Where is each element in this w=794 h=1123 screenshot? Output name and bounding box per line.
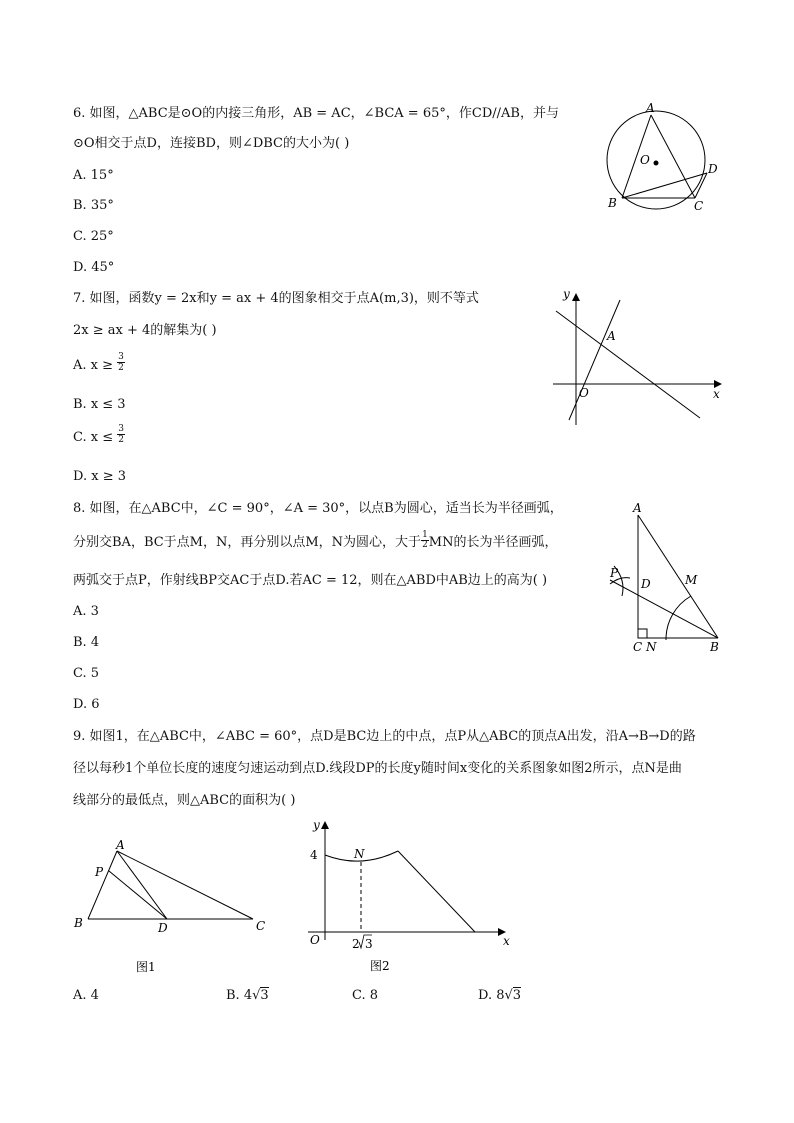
q8-label-a: A bbox=[633, 501, 642, 515]
q9-fig2-tick-rad: 3 bbox=[365, 937, 373, 951]
q9-fig1-label-p: P bbox=[95, 865, 104, 879]
q9-option-d-radicand: 3 bbox=[512, 988, 522, 1003]
q6-label-o: O bbox=[640, 153, 650, 167]
q7-line1: 7. 如图，函数y = 2x和y = ax + 4的图象相交于点A(m,3)，则不等式 bbox=[73, 291, 479, 306]
q8-ray-bp bbox=[610, 580, 718, 638]
q7-line2: 2x ≥ ax + 4的解集为( ) bbox=[73, 323, 217, 338]
q8-line3: 两弧交于点P，作射线BP交AC于点D.若AC = 12，则在△ABD中AB边上的高为( ) bbox=[73, 573, 548, 588]
q9-line3: 线部分的最低点，则△ABC的面积为( ) bbox=[73, 793, 296, 808]
q9-segment-ac bbox=[117, 851, 253, 919]
q7-option-a-fraction bbox=[117, 352, 125, 373]
q8-option-a[interactable]: A. 3 bbox=[73, 604, 99, 619]
q6-option-d[interactable]: D. 45° bbox=[73, 260, 115, 275]
q7-label-a: A bbox=[607, 329, 616, 343]
q6-circle bbox=[607, 111, 705, 209]
q9-option-d[interactable] bbox=[478, 988, 521, 1004]
q8-line1: 8. 如图，在△ABC中，∠C = 90°，∠A = 30°，以点B为圆心，适当长为半径画弧， bbox=[73, 501, 563, 516]
q8-label-b: B bbox=[710, 640, 719, 654]
q6-option-a[interactable]: A. 15° bbox=[73, 168, 114, 183]
q8-triangle-figure bbox=[600, 498, 730, 658]
q9-fig2-y-arrow bbox=[321, 821, 329, 829]
q8-label-p: P bbox=[610, 566, 619, 580]
q9-segment-ad bbox=[117, 851, 167, 919]
q9-figure-1 bbox=[70, 838, 280, 978]
q8-line2-fraction-den: 2 bbox=[422, 540, 428, 550]
q7-option-c-text: C. x ≤ bbox=[73, 430, 118, 445]
q6-segment-cd bbox=[695, 173, 707, 198]
q7-option-c[interactable] bbox=[73, 424, 125, 446]
q9-fig1-label-c: C bbox=[256, 919, 266, 933]
q8-label-n: N bbox=[646, 640, 657, 654]
q7-option-b[interactable]: B. x ≤ 3 bbox=[73, 397, 126, 412]
q9-fig1-caption: 图1 bbox=[136, 960, 156, 974]
q8-arc-mn bbox=[666, 596, 691, 640]
q9-fig2-label-x: x bbox=[503, 934, 510, 948]
q7-option-a-num: 3 bbox=[118, 352, 124, 362]
q8-line2 bbox=[73, 530, 558, 551]
q9-fig2-label-o: O bbox=[310, 933, 320, 947]
q9-option-c[interactable]: C. 8 bbox=[352, 988, 379, 1003]
q8-line2-part1: 分别交BA，BC于点M，N，再分别以点M，N为圆心，大于 bbox=[73, 535, 422, 550]
q8-option-d[interactable]: D. 6 bbox=[73, 697, 100, 712]
q9-option-a[interactable]: A. 4 bbox=[73, 988, 99, 1003]
q9-fig1-label-d: D bbox=[158, 921, 168, 935]
q8-option-c[interactable]: C. 5 bbox=[73, 666, 100, 681]
q6-circle-figure bbox=[600, 100, 730, 215]
q6-line1: 6. 如图，△ABC是⊙O的内接三角形，AB = AC，∠BCA = 65°，作CD//AB，并与 bbox=[73, 106, 559, 121]
q9-segment-ab bbox=[88, 851, 117, 919]
q7-option-a-text: A. x ≥ bbox=[73, 358, 118, 373]
q9-fig2-label-four: 4 bbox=[310, 848, 318, 862]
q6-center-dot bbox=[654, 161, 659, 166]
q9-line2: 径以每秒1个单位长度的速度匀速运动到点D.线段DP的长度y随时间x变化的关系图象如图2所示，点N是曲 bbox=[73, 761, 682, 776]
q7-label-y: y bbox=[563, 287, 570, 301]
q9-fig1-label-b: B bbox=[74, 916, 83, 930]
q9-fig2-tick-coef: 2 bbox=[352, 937, 360, 951]
q9-option-d-text: D. 8 bbox=[478, 988, 505, 1003]
q7-line-y-2x bbox=[569, 300, 620, 420]
q9-option-b-radicand: 3 bbox=[260, 988, 269, 1003]
q9-option-d-radical: √ bbox=[504, 988, 513, 1003]
q7-label-o: O bbox=[579, 386, 589, 400]
q6-label-d: D bbox=[708, 162, 718, 176]
q7-option-c-den: 2 bbox=[118, 435, 124, 445]
q8-option-b[interactable]: B. 4 bbox=[73, 635, 100, 650]
q8-label-m: M bbox=[685, 573, 698, 587]
q9-option-b-radical: √ bbox=[252, 988, 261, 1003]
q9-figure-2 bbox=[300, 815, 530, 980]
q6-label-b: B bbox=[608, 196, 617, 210]
q9-fig2-descending-segment bbox=[398, 851, 475, 932]
q8-label-d: D bbox=[641, 577, 651, 591]
q8-line2-fraction-num: 1 bbox=[422, 530, 428, 540]
q7-label-x: x bbox=[713, 387, 720, 401]
q6-line2: ⊙O相交于点D，连接BD，则∠DBC的大小为( ) bbox=[73, 136, 350, 151]
q9-line1: 9. 如图1，在△ABC中，∠ABC = 60°，点D是BC边上的中点，点P从△ABC的顶点A出发，沿A→B→D的路 bbox=[73, 729, 696, 744]
q6-label-a: A bbox=[646, 101, 655, 115]
q6-segment-ac bbox=[651, 115, 695, 198]
q7-y-arrow bbox=[572, 293, 580, 301]
q6-option-b[interactable]: B. 35° bbox=[73, 198, 114, 213]
q9-fig1-label-a: A bbox=[116, 838, 125, 852]
q7-option-c-fraction bbox=[117, 424, 125, 445]
q6-segment-bd bbox=[622, 173, 707, 198]
q7-line-y-ax-4 bbox=[556, 311, 700, 418]
q8-line2-fraction bbox=[421, 531, 429, 550]
q9-fig2-caption: 图2 bbox=[370, 959, 390, 973]
q6-label-c: C bbox=[694, 199, 704, 213]
q6-option-c[interactable]: C. 25° bbox=[73, 229, 114, 244]
q8-label-c: C bbox=[633, 640, 643, 654]
q7-option-a-den: 2 bbox=[118, 363, 124, 373]
q9-segment-pd bbox=[109, 871, 167, 919]
q7-option-c-num: 3 bbox=[118, 424, 124, 434]
q7-graph-figure bbox=[550, 285, 730, 430]
q8-line2-part2: MN的长为半径画弧， bbox=[428, 535, 558, 550]
q7-option-d[interactable]: D. x ≥ 3 bbox=[73, 469, 126, 484]
q9-option-b-text: B. 4 bbox=[226, 988, 253, 1003]
q9-fig2-label-y: y bbox=[313, 818, 320, 832]
q8-right-angle-mark bbox=[638, 629, 647, 638]
q9-option-b[interactable] bbox=[226, 988, 269, 1004]
q7-option-a[interactable] bbox=[73, 352, 125, 374]
q9-fig2-label-n: N bbox=[354, 847, 365, 861]
